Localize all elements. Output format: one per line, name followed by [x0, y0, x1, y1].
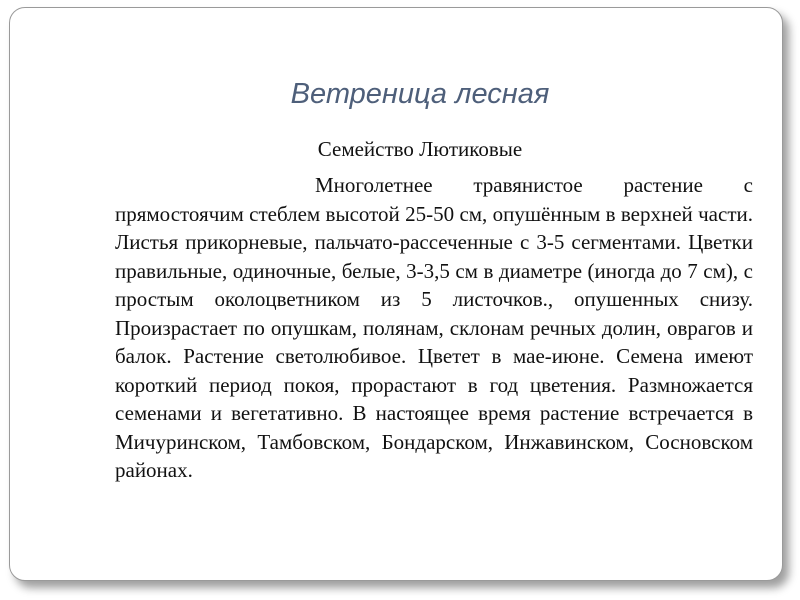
slide-title: Ветреница лесная [290, 78, 550, 110]
slide-body-text: Многолетнее травянистое растение с прямостоячим стеблем высотой 25-50 см, опушённым в верхней части. Листья прикорневые, пальчато-рассеченные с 3-5 сегментами. Цветки правильные, одиночные, белые, 3-3,5 см в диаметре (иногда до 7 см), с простым околоцветником из 5 листочков., опушенных снизу. Произрастает по опушкам, полянам, склонам речных долин, оврагов и балок. Растение светолюбивое. Цветет в мае-июне. Семена имеют короткий период покоя, прорастают в год цветения. Размножается семенами и вегетативно. В настоящее время растение встречается в Мичуринском, Тамбовском, Бондарском, Инжавинском, Сосновском районах. [115, 173, 753, 482]
slide-subtitle: Семейство Лютиковые [317, 137, 523, 161]
